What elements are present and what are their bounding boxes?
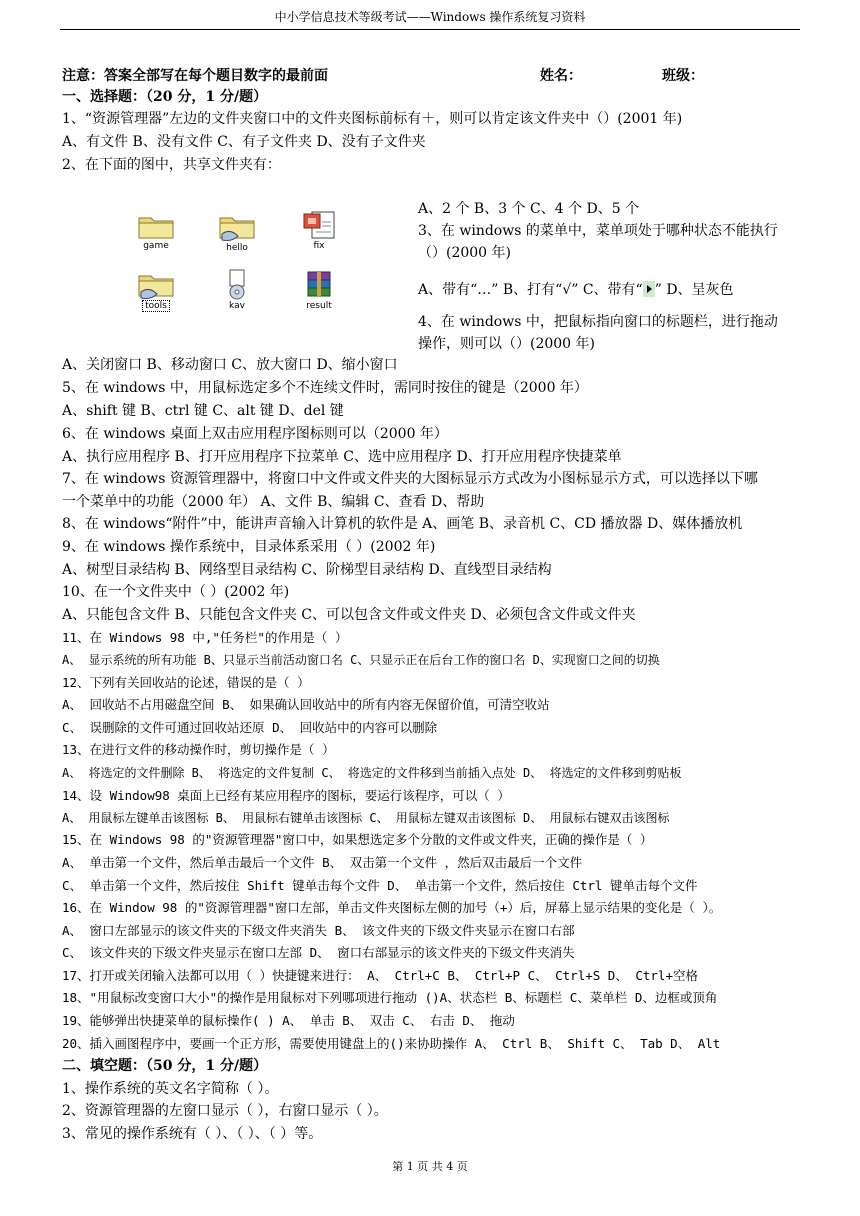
submenu-arrow-icon: [643, 281, 655, 297]
question-line: A、执行应用程序 B、打开应用程序下拉菜单 C、选中应用程序 D、打开应用程序快捷菜单: [62, 449, 622, 465]
q3-options-part: ” D、呈灰色: [654, 282, 734, 298]
fill-line: 2、资源管理器的左窗口显示（ ），右窗口显示（ ）。: [62, 1103, 388, 1119]
question-line: 5、在 windows 中，用鼠标选定多个不连续文件时，需同时按住的键是（2000 年）: [62, 380, 588, 396]
question-line: A、 用鼠标左键单击该图标 B、 用鼠标右键单击该图标 C、 用鼠标左键双击该图标 D、 用鼠标右键双击该图标: [62, 811, 670, 825]
icon-label: kav: [229, 301, 245, 311]
question-line: 9、在 windows 操作系统中，目录体系采用（ ）(2002 年): [62, 539, 436, 555]
question-line: 7、在 windows 资源管理器中，将窗口中文件或文件夹的大图标显示方式改为小图标显示方式，可以选择以下哪: [62, 471, 758, 487]
q3-line: 3、在 windows 的菜单中，菜单项处于哪种状态不能执行: [418, 223, 778, 239]
class-label: 班级：: [662, 68, 704, 84]
folder-tools-shared-icon: [126, 270, 186, 311]
question-line: C、 单击第一个文件，然后按住 Shift 键单击每个文件 D、 单击第一个文件，然后按住 Ctrl 键单击每个文件: [62, 878, 698, 893]
file-fix-icon: [289, 210, 349, 251]
q3-line: （）(2000 年): [418, 245, 512, 261]
fill-line: 1、操作系统的英文名字简称（ ）。: [62, 1081, 279, 1097]
folder-game-icon: [126, 212, 186, 251]
section-fill-title: 二、填空题：（50 分，1 分/题）: [62, 1058, 268, 1074]
question-line: C、 误删除的文件可通过回收站还原 D、 回收站中的内容可以删除: [62, 720, 438, 735]
question-line: 10、在一个文件夹中（ ）(2002 年): [62, 584, 290, 600]
question-line: 8、在 windows“附件”中，能讲声音输入计算机的软件是 A、画笔 B、录音机 C、CD 播放器 D、媒体播放机: [62, 516, 743, 532]
question-line: A、关闭窗口 B、移动窗口 C、放大窗口 D、缩小窗口: [62, 357, 398, 373]
notice: 注意：答案全部写在每个题目数字的最前面: [62, 68, 328, 84]
question-line: A、 窗口左部显示的该文件夹的下级文件夹消失 B、 该文件夹的下级文件夹显示在窗口右部: [62, 923, 575, 938]
icon-label: fix: [313, 241, 325, 251]
question-line: 1、“资源管理器”左边的文件夹窗口中的文件夹图标前标有＋，则可以肯定该文件夹中（）(2001 年): [62, 111, 683, 127]
q2-options: A、2 个 B、3 个 C、4 个 D、5 个: [418, 201, 640, 217]
fill-line: 3、常见的操作系统有（ ）、（ ）、（ ）等。: [62, 1126, 323, 1142]
question-line: A、树型目录结构 B、网络型目录结构 C、阶梯型目录结构 D、直线型目录结构: [62, 562, 552, 578]
name-label: 姓名：: [540, 68, 582, 84]
q4-line: 4、在 windows 中，把鼠标指向窗口的标题栏，进行拖动: [418, 314, 778, 330]
icon-label: tools: [142, 300, 170, 312]
question-line: 6、在 windows 桌面上双击应用程序图标则可以（2000 年）: [62, 426, 448, 442]
question-line: 17、打开或关闭输入法都可以用（ ）快捷键来进行： A、 Ctrl+C B、 Ctrl+P C、 Ctrl+S D、 Ctrl+空格: [62, 968, 698, 983]
q3-options-part: A、带有“…” B、打有“√” C、带有“: [418, 282, 643, 298]
question-line: 15、在 Windows 98 的"资源管理器"窗口中，如果想选定多个分散的文件或文件夹，正确的操作是（ ）: [62, 832, 653, 847]
question-line: A、 单击第一个文件，然后单击最后一个文件 B、 双击第一个文件 ，然后双击最后一个文件: [62, 855, 583, 870]
question-line: 一个菜单中的功能（2000 年） A、文件 B、编辑 C、查看 D、帮助: [62, 494, 485, 510]
question-line: 12、下列有关回收站的论述，错误的是（ ）: [62, 675, 310, 690]
folder-hello-shared-icon: [207, 212, 267, 253]
question-line: 18、"用鼠标改变窗口大小"的操作是用鼠标对下列哪项进行拖动 ()A、状态栏 B、标题栏 C、菜单栏 D、边框或顶角: [62, 990, 718, 1005]
archive-result-icon: [289, 268, 349, 311]
page-footer: 第 1 页 共 4 页: [392, 1160, 468, 1173]
program-kav-icon: [207, 268, 267, 311]
question-line: A、 回收站不占用磁盘空间 B、 如果确认回收站中的所有内容无保留价值，可清空收站: [62, 697, 550, 712]
header-rule: [60, 29, 800, 30]
question-line: 16、在 Window 98 的"资源管理器"窗口左部，单击文件夹图标左侧的加号（+）后，屏幕上显示结果的变化是（ ）。: [62, 900, 722, 915]
question-line: A、只能包含文件 B、只能包含文件夹 C、可以包含文件或文件夹 D、必须包含文件或文件夹: [62, 607, 636, 623]
question-line: C、 该文件夹的下级文件夹显示在窗口左部 D、 窗口右部显示的该文件夹的下级文件夹消失: [62, 945, 575, 960]
icon-label: result: [306, 301, 332, 311]
question-line: 20、插入画图程序中，要画一个正方形，需要使用键盘上的()来协助操作 A、 Ctrl B、 Shift C、 Tab D、 Alt: [62, 1036, 721, 1051]
icon-label: hello: [226, 243, 248, 253]
question-line: A、有文件 B、没有文件 C、有子文件夹 D、没有子文件夹: [62, 134, 426, 150]
section-choice-title: 一、选择题：（20 分，1 分/题）: [62, 89, 268, 105]
question-line: 2、在下面的图中，共享文件夹有：: [62, 157, 281, 173]
question-line: A、 将选定的文件删除 B、 将选定的文件复制 C、 将选定的文件移到当前插入点处 D、 将选定的文件移到剪贴板: [62, 766, 682, 780]
question-line: A、shift 键 B、ctrl 键 C、alt 键 D、del 键: [62, 403, 344, 419]
question-line: 11、在 Windows 98 中,"任务栏"的作用是（ ）: [62, 630, 348, 645]
question-line: 14、设 Window98 桌面上已经有某应用程序的图标，要运行该程序，可以（ ）: [62, 788, 510, 803]
icon-label: game: [143, 241, 169, 251]
page-header: 中小学信息技术等级考试——Windows 操作系统复习资料: [274, 10, 586, 24]
question-line: 13、在进行文件的移动操作时，剪切操作是（ ）: [62, 742, 335, 757]
question-line: 19、能够弹出快捷菜单的鼠标操作( ) A、 单击 B、 双击 C、 右击 D、 拖动: [62, 1013, 515, 1028]
question-line: A、 显示系统的所有功能 B、只显示当前活动窗口名 C、只显示正在后台工作的窗口名 D、实现窗口之间的切换: [62, 653, 660, 667]
q4-line: 操作，则可以（）(2000 年): [418, 336, 596, 352]
q3-options: [418, 279, 734, 301]
